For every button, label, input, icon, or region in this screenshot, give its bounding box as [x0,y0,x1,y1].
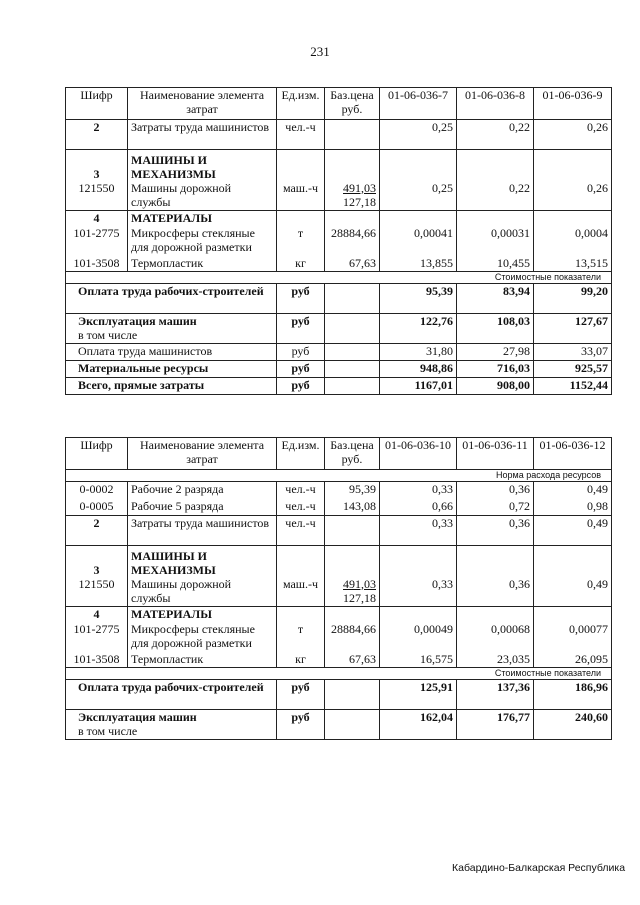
table-row: 2 Затраты труда машинистов чел.-ч 0,25 0,22 0,26 [66,120,612,150]
header-col-2: 01-06-036-8 [457,88,534,120]
header-col-3: 01-06-036-9 [534,88,612,120]
table-header-row [66,88,612,120]
table-row: 101-2775 Микросферы стекляные для дорожной разметки т 28884,66 0,00041 0,00031 0,0004 [66,226,612,256]
section-header-materials: 4 МАТЕРИАЛЫ [66,211,612,226]
table-row: 101-2775 Микросферы стекляные для дорожной разметки т 28884,66 0,00049 0,00068 0,00077 [66,622,612,652]
norm-label-row [66,470,612,482]
cost-row: Эксплуатация машин в том числе руб 162,04 176,77 240,60 [66,710,612,740]
header-col-2: 01-06-036-11 [457,438,534,470]
section-header-machines: 3 МАШИНЫ И МЕХАНИЗМЫ [66,150,612,181]
cost-row: Оплата труда рабочих-строителей руб 125,91 137,36 186,96 [66,680,612,710]
table-row: 121550 Машины дорожной службы маш.-ч 491,03 127,18 0,25 0,22 0,26 [66,181,612,211]
header-col-3: 01-06-036-12 [534,438,612,470]
cost-row-total: Всего, прямые затраты руб 1167,01 908,00 1152,44 [66,378,612,395]
cost-indicators-label-row [66,668,612,680]
header-col-1: 01-06-036-7 [380,88,457,120]
header-price: Баз.цена руб. [325,88,380,120]
table-header-row: Шифр Наименование элемента затрат Ед.изм. Баз.цена руб. 01-06-036-10 01-06-036-11 01-06-036-12 [66,438,612,470]
cost-row: Эксплуатация машин в том числе руб 122,76 108,03 127,67 [66,314,612,344]
cost-row: Оплата труда рабочих-строителей руб 95,39 83,94 99,20 [66,284,612,314]
header-name: Наименование элемента затрат [128,88,277,120]
table-row: 101-3508 Термопластик кг 67,63 13,855 10,455 13,515 [66,256,612,272]
cost-indicators-label-row [66,272,612,284]
table-row: 0-0005 Рабочие 5 разряда чел.-ч 143,08 0,66 0,72 0,98 [66,499,612,516]
section-header-materials: 4 МАТЕРИАЛЫ [66,607,612,622]
norm-label: Норма расхода ресурсов [66,470,612,482]
section-header-machines: 3 МАШИНЫ И МЕХАНИЗМЫ [66,546,612,577]
cost-indicators-label: Стоимостные показатели [66,668,612,680]
header-unit: Ед.изм. [277,88,325,120]
table-row: 0-0002 Рабочие 2 разряда чел.-ч 95,39 0,33 0,36 0,49 [66,482,612,499]
cost-indicators-label: Стоимостные показатели [66,272,612,284]
cost-row: Оплата труда машинистов руб 31,80 27,98 33,07 [66,344,612,361]
table-row: 2 Затраты труда машинистов чел.-ч 0,33 0,36 0,49 [66,516,612,546]
header-col-1: 01-06-036-10 [380,438,457,470]
cost-table-1 [65,87,612,395]
page-number: 231 [310,44,330,59]
table-row: 121550 Машины дорожной службы маш.-ч 491,03 127,18 0,33 0,36 0,49 [66,577,612,607]
table-row: 101-3508 Термопластик кг 67,63 16,575 23,035 26,095 [66,652,612,668]
header-code: Шифр [66,88,128,120]
footer-region: Кабардино-Балкарская Республика [452,862,626,874]
cost-row: Материальные ресурсы руб 948,86 716,03 925,57 [66,361,612,378]
cost-table-2 [65,437,612,740]
